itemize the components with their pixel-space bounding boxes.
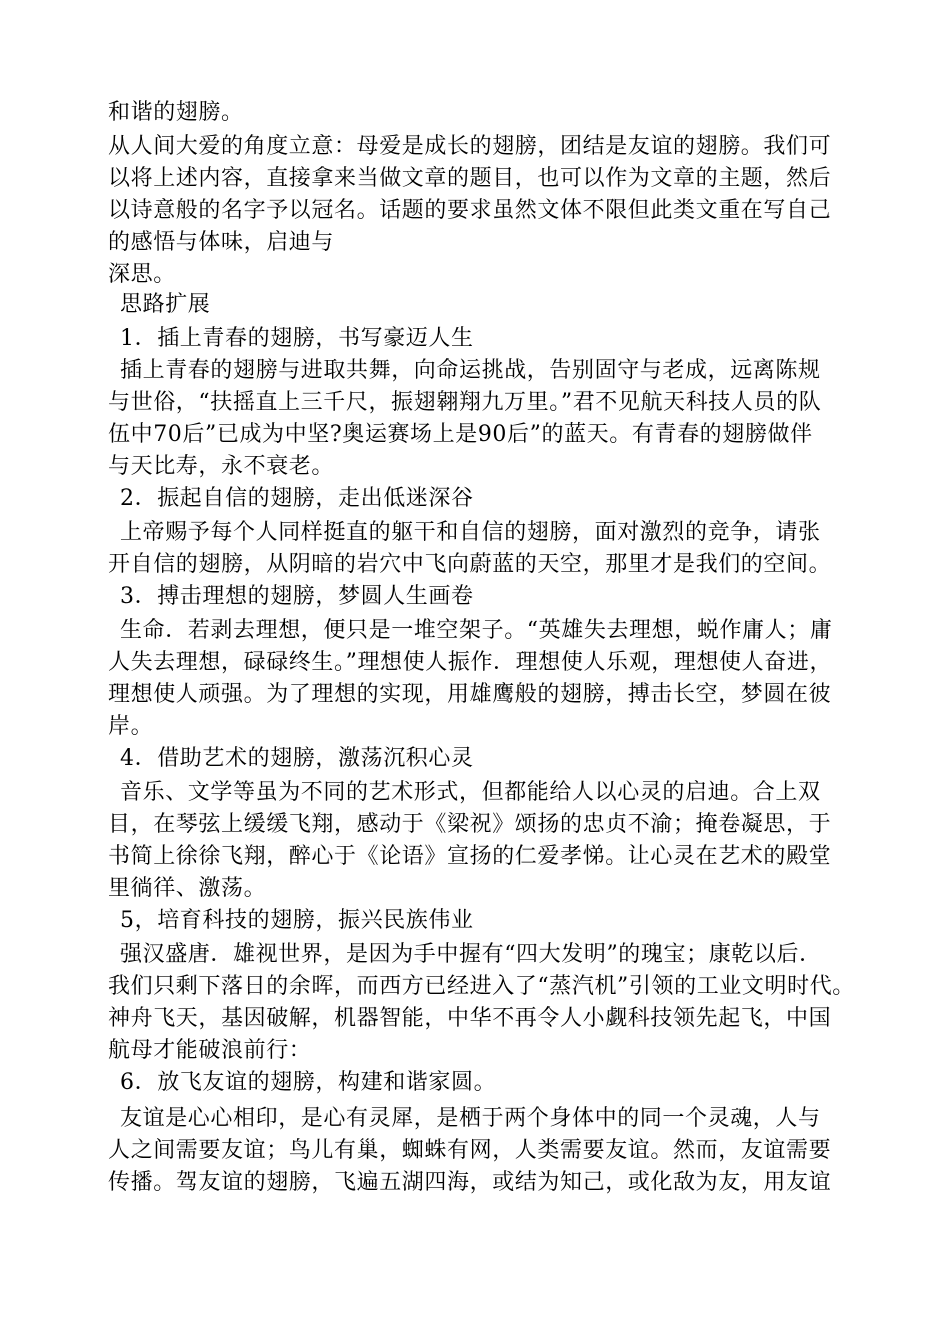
subheading-1: 1．插上青春的翅膀，书写豪迈人生: [120, 326, 474, 351]
text-line: 的感悟与体味，启迪与: [108, 230, 335, 255]
text-line: 与天比寿，永不衰老。: [108, 454, 335, 479]
text-line: 目，在琴弦上缓缓飞翔，感动于《梁祝》颂扬的忠贞不渝；掩卷凝思，于: [108, 812, 832, 837]
text-line: 和谐的翅膀。: [108, 100, 244, 125]
text-line: 音乐、文学等虽为不同的艺术形式，但都能给人以心灵的启迪。合上双: [120, 780, 821, 805]
subheading-2: 2．振起自信的翅膀，走出低迷深谷: [120, 486, 474, 511]
text-line: 理想使人顽强。为了理想的实现，用雄鹰般的翅膀，搏击长空，梦圆在彼: [108, 682, 832, 707]
text-line: 深思。: [108, 262, 176, 287]
text-line: 上帝赐予每个人同样挺直的躯干和自信的翅膀，面对激烈的竞争，请张: [120, 520, 821, 545]
text-line: 插上青春的翅膀与进取共舞，向命运挑战，告别固守与老成，远离陈规: [120, 358, 821, 383]
section-heading: 思路扩展: [120, 292, 211, 317]
text-line: 友谊是心心相印，是心有灵犀，是栖于两个身体中的同一个灵魂，人与: [120, 1106, 821, 1131]
text-line: 开自信的翅膀，从阴暗的岩穴中飞向蔚蓝的天空，那里才是我们的空间。: [108, 552, 832, 577]
text-line: 伍中70后”已成为中坚?奥运赛场上是90后”的蓝天。有青春的翅膀做伴: [108, 422, 813, 447]
text-line: 书简上徐徐飞翔，醉心于《论语》宣扬的仁爱孝悌。让心灵在艺术的殿堂: [108, 844, 832, 869]
text-line: 从人间大爱的角度立意：母爱是成长的翅膀，团结是友谊的翅膀。我们可: [108, 134, 832, 159]
text-line: 生命．若剥去理想，便只是一堆空架子。“英雄失去理想，蜕作庸人；庸: [120, 618, 833, 643]
subheading-6: 6．放飞友谊的翅膀，构建和谐家圆。: [120, 1070, 497, 1095]
text-line: 以诗意般的名字予以冠名。话题的要求虽然文体不限但此类文重在写自己: [108, 198, 832, 223]
text-line: 神舟飞天，基因破解，机器智能，中华不再令人小觑科技领先起飞，中国: [108, 1006, 832, 1031]
text-line: 以将上述内容，直接拿来当做文章的题目，也可以作为文章的主题，然后: [108, 166, 832, 191]
subheading-3: 3．搏击理想的翅膀，梦圆人生画卷: [120, 584, 474, 609]
text-line: 强汉盛唐．雄视世界，是因为手中握有“四大发明”的瑰宝；康乾以后．: [120, 942, 822, 967]
text-line: 里徜徉、激荡。: [108, 876, 267, 901]
text-line: 与世俗，“扶摇直上三千尺，振翅翱翔九万里。”君不见航天科技人员的队: [108, 390, 822, 415]
subheading-5: 5，培育科技的翅膀，振兴民族伟业: [120, 908, 474, 933]
subheading-4: 4．借助艺术的翅膀，激荡沉积心灵: [120, 746, 474, 771]
text-line: 岸。: [108, 714, 154, 739]
text-line: 航母才能破浪前行：: [108, 1038, 312, 1063]
text-line: 传播。驾友谊的翅膀，飞遍五湖四海，或结为知己，或化敌为友，用友谊: [108, 1170, 832, 1195]
text-line: 人失去理想，碌碌终生。”理想使人振作．理想使人乐观，理想使人奋进，: [108, 650, 833, 675]
text-line: 人之间需要友谊；鸟儿有巢，蜘蛛有网，人类需要友谊。然而，友谊需要: [108, 1138, 832, 1163]
text-line: 我们只剩下落日的余晖，而西方已经进入了“蒸汽机”引领的工业文明时代。: [108, 974, 855, 999]
